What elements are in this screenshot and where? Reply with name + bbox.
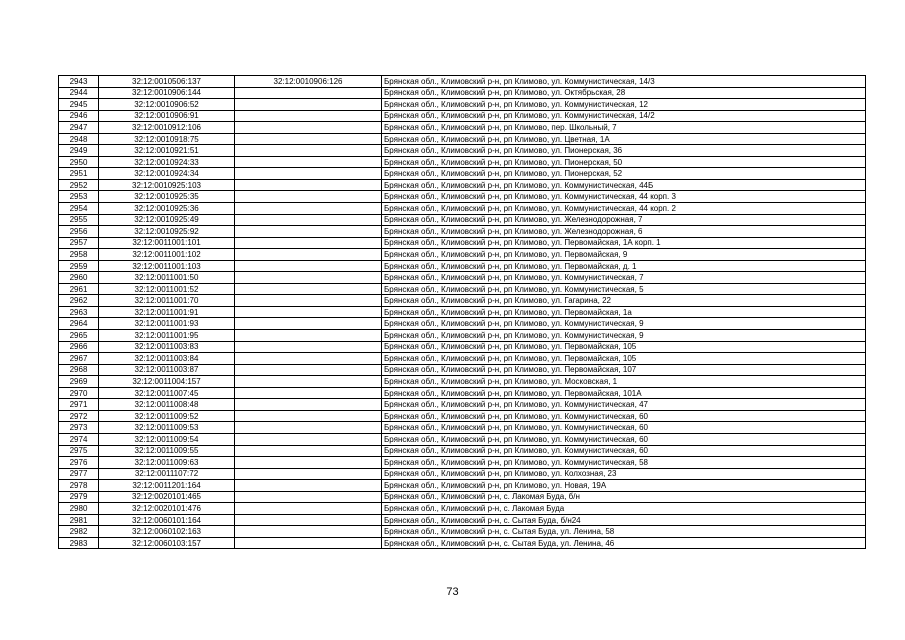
table-row bbox=[59, 353, 866, 365]
cadastral-number-cell: 32:12:0011001:91 bbox=[99, 306, 235, 318]
table-row bbox=[59, 433, 866, 445]
table-row bbox=[59, 364, 866, 376]
row-number-cell: 2981 bbox=[59, 514, 99, 526]
table-row bbox=[59, 226, 866, 238]
cadastral-number-cell: 32:12:0010918:75 bbox=[99, 133, 235, 145]
table-row bbox=[59, 537, 866, 549]
row-number-cell: 2975 bbox=[59, 445, 99, 457]
table-row bbox=[59, 191, 866, 203]
table-row bbox=[59, 491, 866, 503]
address-cell: Брянская обл., Климовский р-н, рп Климово, ул. Первомайская, д. 1 bbox=[382, 260, 866, 272]
cadastral-number-cell: 32:12:0010506:137 bbox=[99, 76, 235, 88]
address-cell: Брянская обл., Климовский р-н, рп Климово, ул. Первомайская, 9 bbox=[382, 249, 866, 261]
cadastral-number-cell: 32:12:0011009:53 bbox=[99, 422, 235, 434]
cadastral-number-cell: 32:12:0011001:70 bbox=[99, 295, 235, 307]
previous-cadastral-number-cell bbox=[235, 122, 382, 134]
address-cell: Брянская обл., Климовский р-н, рп Климово, ул. Коммунистическая, 14/2 bbox=[382, 110, 866, 122]
previous-cadastral-number-cell bbox=[235, 203, 382, 215]
row-number-cell: 2961 bbox=[59, 283, 99, 295]
previous-cadastral-number-cell bbox=[235, 318, 382, 330]
row-number-cell: 2976 bbox=[59, 457, 99, 469]
row-number-cell: 2965 bbox=[59, 330, 99, 342]
previous-cadastral-number-cell bbox=[235, 526, 382, 538]
address-cell: Брянская обл., Климовский р-н, рп Климово, ул. Коммунистическая, 60 bbox=[382, 422, 866, 434]
cadastral-number-cell: 32:12:0011001:95 bbox=[99, 330, 235, 342]
cadastral-number-cell: 32:12:0011001:93 bbox=[99, 318, 235, 330]
row-number-cell: 2959 bbox=[59, 260, 99, 272]
table-row bbox=[59, 179, 866, 191]
address-cell: Брянская обл., Климовский р-н, с. Лакомая Буда, б/н bbox=[382, 491, 866, 503]
page-number: 73 bbox=[446, 586, 459, 598]
row-number-cell: 2983 bbox=[59, 537, 99, 549]
cadastral-number-cell: 32:12:0010924:34 bbox=[99, 168, 235, 180]
table-row bbox=[59, 237, 866, 249]
cadastral-number-cell: 32:12:0011001:103 bbox=[99, 260, 235, 272]
row-number-cell: 2968 bbox=[59, 364, 99, 376]
previous-cadastral-number-cell bbox=[235, 503, 382, 515]
table-row bbox=[59, 87, 866, 99]
previous-cadastral-number-cell bbox=[235, 399, 382, 411]
address-cell: Брянская обл., Климовский р-н, рп Климово, ул. Коммунистическая, 14/3 bbox=[382, 76, 866, 88]
previous-cadastral-number-cell bbox=[235, 237, 382, 249]
table-row bbox=[59, 260, 866, 272]
table-row bbox=[59, 145, 866, 157]
row-number-cell: 2955 bbox=[59, 214, 99, 226]
cadastral-number-cell: 32:12:0011001:101 bbox=[99, 237, 235, 249]
row-number-cell: 2977 bbox=[59, 468, 99, 480]
address-cell: Брянская обл., Климовский р-н, рп Климово, ул. Железнодорожная, 6 bbox=[382, 226, 866, 238]
address-cell: Брянская обл., Климовский р-н, рп Климово, ул. Железнодорожная, 7 bbox=[382, 214, 866, 226]
table-row bbox=[59, 272, 866, 284]
table-row bbox=[59, 76, 866, 88]
row-number-cell: 2960 bbox=[59, 272, 99, 284]
address-cell: Брянская обл., Климовский р-н, рп Климово, ул. Коммунистическая, 44 корп. 3 bbox=[382, 191, 866, 203]
previous-cadastral-number-cell bbox=[235, 260, 382, 272]
previous-cadastral-number-cell bbox=[235, 330, 382, 342]
address-cell: Брянская обл., Климовский р-н, рп Климово, ул. Гагарина, 22 bbox=[382, 295, 866, 307]
cadastral-number-cell: 32:12:0011009:63 bbox=[99, 457, 235, 469]
table-row bbox=[59, 399, 866, 411]
row-number-cell: 2962 bbox=[59, 295, 99, 307]
previous-cadastral-number-cell bbox=[235, 249, 382, 261]
row-number-cell: 2944 bbox=[59, 87, 99, 99]
address-cell: Брянская обл., Климовский р-н, рп Климово, ул. Московская, 1 bbox=[382, 376, 866, 388]
address-cell: Брянская обл., Климовский р-н, рп Климово, ул. Первомайская, 105 bbox=[382, 353, 866, 365]
row-number-cell: 2958 bbox=[59, 249, 99, 261]
row-number-cell: 2954 bbox=[59, 203, 99, 215]
address-cell: Брянская обл., Климовский р-н, рп Климово, ул. Пионерская, 50 bbox=[382, 156, 866, 168]
cadastral-number-cell: 32:12:0011007:45 bbox=[99, 387, 235, 399]
registry-table bbox=[58, 75, 866, 549]
table-row bbox=[59, 526, 866, 538]
address-cell: Брянская обл., Климовский р-н, рп Климово, ул. Коммунистическая, 60 bbox=[382, 433, 866, 445]
address-cell: Брянская обл., Климовский р-н, рп Климово, ул. Коммунистическая, 60 bbox=[382, 410, 866, 422]
address-cell: Брянская обл., Климовский р-н, рп Климово, ул. Коммунистическая, 9 bbox=[382, 318, 866, 330]
previous-cadastral-number-cell bbox=[235, 179, 382, 191]
table-row bbox=[59, 249, 866, 261]
previous-cadastral-number-cell bbox=[235, 110, 382, 122]
row-number-cell: 2943 bbox=[59, 76, 99, 88]
cadastral-number-cell: 32:12:0010906:52 bbox=[99, 99, 235, 111]
address-cell: Брянская обл., Климовский р-н, рп Климово, ул. Первомайская, 1а bbox=[382, 306, 866, 318]
cadastral-number-cell: 32:12:0010924:33 bbox=[99, 156, 235, 168]
row-number-cell: 2953 bbox=[59, 191, 99, 203]
table-row bbox=[59, 318, 866, 330]
cadastral-number-cell: 32:12:0060101:164 bbox=[99, 514, 235, 526]
row-number-cell: 2974 bbox=[59, 433, 99, 445]
cadastral-number-cell: 32:12:0020101:476 bbox=[99, 503, 235, 515]
address-cell: Брянская обл., Климовский р-н, рп Климово, ул. Цветная, 1А bbox=[382, 133, 866, 145]
row-number-cell: 2946 bbox=[59, 110, 99, 122]
previous-cadastral-number-cell bbox=[235, 491, 382, 503]
previous-cadastral-number-cell bbox=[235, 226, 382, 238]
address-cell: Брянская обл., Климовский р-н, с. Сытая Буда, ул. Ленина, 46 bbox=[382, 537, 866, 549]
row-number-cell: 2972 bbox=[59, 410, 99, 422]
row-number-cell: 2957 bbox=[59, 237, 99, 249]
previous-cadastral-number-cell bbox=[235, 272, 382, 284]
address-cell: Брянская обл., Климовский р-н, рп Климово, ул. Коммунистическая, 47 bbox=[382, 399, 866, 411]
row-number-cell: 2963 bbox=[59, 306, 99, 318]
previous-cadastral-number-cell bbox=[235, 133, 382, 145]
cadastral-number-cell: 32:12:0011001:102 bbox=[99, 249, 235, 261]
row-number-cell: 2949 bbox=[59, 145, 99, 157]
cadastral-number-cell: 32:12:0010906:144 bbox=[99, 87, 235, 99]
cadastral-number-cell: 32:12:0010925:92 bbox=[99, 226, 235, 238]
address-cell: Брянская обл., Климовский р-н, рп Климово, ул. Коммунистическая, 9 bbox=[382, 330, 866, 342]
previous-cadastral-number-cell bbox=[235, 87, 382, 99]
previous-cadastral-number-cell bbox=[235, 457, 382, 469]
row-number-cell: 2970 bbox=[59, 387, 99, 399]
row-number-cell: 2971 bbox=[59, 399, 99, 411]
address-cell: Брянская обл., Климовский р-н, рп Климово, ул. Коммунистическая, 60 bbox=[382, 445, 866, 457]
table-row bbox=[59, 341, 866, 353]
previous-cadastral-number-cell bbox=[235, 514, 382, 526]
row-number-cell: 2964 bbox=[59, 318, 99, 330]
cadastral-number-cell: 32:12:0011003:87 bbox=[99, 364, 235, 376]
cadastral-number-cell: 32:12:0011003:83 bbox=[99, 341, 235, 353]
row-number-cell: 2973 bbox=[59, 422, 99, 434]
table-row bbox=[59, 376, 866, 388]
previous-cadastral-number-cell bbox=[235, 445, 382, 457]
table-row bbox=[59, 514, 866, 526]
cadastral-number-cell: 32:12:0011008:48 bbox=[99, 399, 235, 411]
address-cell: Брянская обл., Климовский р-н, рп Климово, ул. Первомайская, 107 bbox=[382, 364, 866, 376]
address-cell: Брянская обл., Климовский р-н, рп Климово, ул. Коммунистическая, 44Б bbox=[382, 179, 866, 191]
previous-cadastral-number-cell bbox=[235, 214, 382, 226]
table-row bbox=[59, 283, 866, 295]
cadastral-number-cell: 32:12:0010925:103 bbox=[99, 179, 235, 191]
row-number-cell: 2980 bbox=[59, 503, 99, 515]
table-row bbox=[59, 410, 866, 422]
previous-cadastral-number-cell bbox=[235, 306, 382, 318]
previous-cadastral-number-cell bbox=[235, 376, 382, 388]
cadastral-number-cell: 32:12:0011009:55 bbox=[99, 445, 235, 457]
address-cell: Брянская обл., Климовский р-н, рп Климово, ул. Первомайская, 101А bbox=[382, 387, 866, 399]
address-cell: Брянская обл., Климовский р-н, рп Климово, ул. Пионерская, 36 bbox=[382, 145, 866, 157]
row-number-cell: 2969 bbox=[59, 376, 99, 388]
address-cell: Брянская обл., Климовский р-н, рп Климово, ул. Пионерская, 52 bbox=[382, 168, 866, 180]
address-cell: Брянская обл., Климовский р-н, рп Климово, ул. Коммунистическая, 7 bbox=[382, 272, 866, 284]
row-number-cell: 2951 bbox=[59, 168, 99, 180]
cadastral-number-cell: 32:12:0060103:157 bbox=[99, 537, 235, 549]
table-row bbox=[59, 122, 866, 134]
row-number-cell: 2956 bbox=[59, 226, 99, 238]
cadastral-number-cell: 32:12:0011009:54 bbox=[99, 433, 235, 445]
address-cell: Брянская обл., Климовский р-н, рп Климово, ул. Коммунистическая, 44 корп. 2 bbox=[382, 203, 866, 215]
previous-cadastral-number-cell bbox=[235, 537, 382, 549]
address-cell: Брянская обл., Климовский р-н, рп Климово, ул. Новая, 19А bbox=[382, 480, 866, 492]
previous-cadastral-number-cell bbox=[235, 422, 382, 434]
previous-cadastral-number-cell bbox=[235, 156, 382, 168]
row-number-cell: 2952 bbox=[59, 179, 99, 191]
address-cell: Брянская обл., Климовский р-н, рп Климово, ул. Первомайская, 1А корп. 1 bbox=[382, 237, 866, 249]
previous-cadastral-number-cell bbox=[235, 480, 382, 492]
previous-cadastral-number-cell bbox=[235, 145, 382, 157]
row-number-cell: 2967 bbox=[59, 353, 99, 365]
address-cell: Брянская обл., Климовский р-н, рп Климово, ул. Коммунистическая, 12 bbox=[382, 99, 866, 111]
table-row bbox=[59, 503, 866, 515]
cadastral-number-cell: 32:12:0011001:52 bbox=[99, 283, 235, 295]
address-cell: Брянская обл., Климовский р-н, с. Сытая Буда, ул. Ленина, 58 bbox=[382, 526, 866, 538]
address-cell: Брянская обл., Климовский р-н, рп Климово, ул. Первомайская, 105 bbox=[382, 341, 866, 353]
previous-cadastral-number-cell bbox=[235, 353, 382, 365]
cadastral-number-cell: 32:12:0010921:51 bbox=[99, 145, 235, 157]
table-row bbox=[59, 457, 866, 469]
previous-cadastral-number-cell bbox=[235, 191, 382, 203]
row-number-cell: 2982 bbox=[59, 526, 99, 538]
registry-table-body bbox=[59, 76, 866, 549]
row-number-cell: 2979 bbox=[59, 491, 99, 503]
table-row bbox=[59, 99, 866, 111]
cadastral-number-cell: 32:12:0010906:91 bbox=[99, 110, 235, 122]
address-cell: Брянская обл., Климовский р-н, с. Лакомая Буда bbox=[382, 503, 866, 515]
cadastral-number-cell: 32:12:0011107:72 bbox=[99, 468, 235, 480]
cadastral-number-cell: 32:12:0011001:50 bbox=[99, 272, 235, 284]
previous-cadastral-number-cell bbox=[235, 168, 382, 180]
table-row bbox=[59, 306, 866, 318]
address-cell: Брянская обл., Климовский р-н, рп Климово, ул. Колхозная, 23 bbox=[382, 468, 866, 480]
address-cell: Брянская обл., Климовский р-н, рп Климово, ул. Октябрьская, 28 bbox=[382, 87, 866, 99]
cadastral-number-cell: 32:12:0011201:164 bbox=[99, 480, 235, 492]
previous-cadastral-number-cell bbox=[235, 283, 382, 295]
table-row bbox=[59, 133, 866, 145]
previous-cadastral-number-cell bbox=[235, 99, 382, 111]
previous-cadastral-number-cell bbox=[235, 468, 382, 480]
table-row bbox=[59, 468, 866, 480]
row-number-cell: 2966 bbox=[59, 341, 99, 353]
cadastral-number-cell: 32:12:0020101:465 bbox=[99, 491, 235, 503]
table-row bbox=[59, 445, 866, 457]
previous-cadastral-number-cell bbox=[235, 410, 382, 422]
row-number-cell: 2947 bbox=[59, 122, 99, 134]
previous-cadastral-number-cell bbox=[235, 341, 382, 353]
cadastral-number-cell: 32:12:0060102:163 bbox=[99, 526, 235, 538]
table-row bbox=[59, 203, 866, 215]
table-row bbox=[59, 295, 866, 307]
previous-cadastral-number-cell bbox=[235, 364, 382, 376]
row-number-cell: 2948 bbox=[59, 133, 99, 145]
cadastral-number-cell: 32:12:0011009:52 bbox=[99, 410, 235, 422]
table-row bbox=[59, 110, 866, 122]
table-row bbox=[59, 168, 866, 180]
cadastral-number-cell: 32:12:0011004:157 bbox=[99, 376, 235, 388]
previous-cadastral-number-cell: 32:12:0010906:126 bbox=[235, 76, 382, 88]
table-row bbox=[59, 387, 866, 399]
previous-cadastral-number-cell bbox=[235, 387, 382, 399]
table-row bbox=[59, 330, 866, 342]
table-row bbox=[59, 156, 866, 168]
table-row bbox=[59, 422, 866, 434]
previous-cadastral-number-cell bbox=[235, 433, 382, 445]
address-cell: Брянская обл., Климовский р-н, рп Климово, ул. Коммунистическая, 5 bbox=[382, 283, 866, 295]
cadastral-number-cell: 32:12:0010912:106 bbox=[99, 122, 235, 134]
address-cell: Брянская обл., Климовский р-н, рп Климово, пер. Школьный, 7 bbox=[382, 122, 866, 134]
previous-cadastral-number-cell bbox=[235, 295, 382, 307]
cadastral-number-cell: 32:12:0010925:36 bbox=[99, 203, 235, 215]
row-number-cell: 2950 bbox=[59, 156, 99, 168]
table-row bbox=[59, 480, 866, 492]
table-row bbox=[59, 214, 866, 226]
cadastral-number-cell: 32:12:0010925:35 bbox=[99, 191, 235, 203]
address-cell: Брянская обл., Климовский р-н, с. Сытая Буда, б/н24 bbox=[382, 514, 866, 526]
row-number-cell: 2945 bbox=[59, 99, 99, 111]
cadastral-number-cell: 32:12:0011003:84 bbox=[99, 353, 235, 365]
row-number-cell: 2978 bbox=[59, 480, 99, 492]
cadastral-number-cell: 32:12:0010925:49 bbox=[99, 214, 235, 226]
address-cell: Брянская обл., Климовский р-н, рп Климово, ул. Коммунистическая, 58 bbox=[382, 457, 866, 469]
